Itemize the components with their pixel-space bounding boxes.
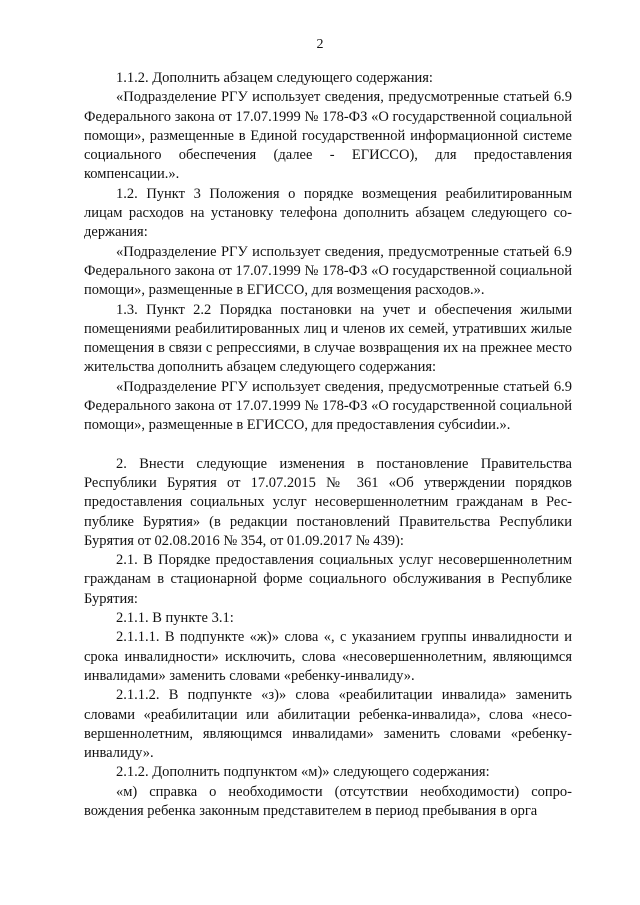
paragraph-2-1-1-2: 2.1.1.2. В подпункте «з)» слова «реабилитации инвалида» заменить словами «реабилитации или абилитации ребенка-инвалида», слова «несовершеннолетним, являющимся инвалидами» заменить словами «ребенку-инвалиду». [84, 687, 572, 762]
section-gap [84, 436, 572, 455]
paragraph-2-1-2: 2.1.2. Дополнить подпунктом «м)» следующего содержания: [116, 764, 490, 781]
paragraph-m-certificate: «м) справка о необходимости (отсутствии необходимости) сопровождения ребенка законным представителем в период пребывания в орга [84, 783, 572, 819]
paragraph-1-2: 1.2. Пункт 3 Положения о порядке возмещения реабилитированным лицам расходов на установку телефона дополнить абзацем следующего содержания: [84, 185, 572, 241]
paragraph-2-1: 2.1. В Порядке предоставления социальных услуг несовершеннолетним гражданам в стационарной форме социального обслуживания в Республике Бурятия: [84, 552, 572, 607]
quote-paragraph-compensation: «Подразделение РГУ использует сведения, предусмотренные статьей 6.9 Федерального закона от 17.07.1999 № 178-ФЗ «О государственной социальной помощи», размещенные в Единой государственной информационной системе социального обеспечения (далее - ЕГИССО), для предоставления компенсации.». [84, 89, 572, 183]
quote-paragraph-expenses: «Подразделение РГУ использует сведения, предусмотренные статьей 6.9 Федерального закона от 17.07.1999 № 178-ФЗ «О государственной социальной помощи», размещенные в ЕГИССО, для возмещения расходов.». [84, 243, 572, 299]
paragraph-2: 2. Внести следующие изменения в постановление Правительства Республики Бурятия от 17.07.2015 № 361 «Об утверждении порядков предоставления социальных услуг несовершеннолетним гражданам в Республике Бурятия» (в редакции постановлений Правительства Республики Бурятия от 02.08.2016 № 354, от 01.09.2017 № 439): [84, 455, 572, 549]
document-body [84, 69, 572, 821]
paragraph-1-1-2: 1.1.2. Дополнить абзацем следующего содержания: [116, 70, 433, 86]
quote-paragraph-subsidy: «Подразделение РГУ использует сведения, предусмотренные статьей 6.9 Федерального закона от 17.07.1999 № 178-ФЗ «О государственной социальной помощи», размещенные в ЕГИССО, для предоставления субсиdии.». [84, 378, 572, 434]
paragraph-2-1-1-1: 2.1.1.1. В подпункте «ж)» слова «, с указанием группы инвалидности и срока инвалидности» исключить, слова «несовершеннолетним, являющимся инвалидами» заменить словами «ребенку-инвалиду». [84, 629, 572, 684]
page-number: 2 [316, 37, 324, 52]
paragraph-1-3: 1.3. Пункт 2.2 Порядка постановки на учет и обеспечения жилыми помещениями реабилитированных лиц и членов их семей, утративших жилые помещения в связи с репрессиями, в случае возвращения их на прежнее место жительства дополнить абзацем следующего содержания: [84, 301, 572, 376]
paragraph-2-1-1: 2.1.1. В пункте 3.1: [116, 610, 234, 627]
